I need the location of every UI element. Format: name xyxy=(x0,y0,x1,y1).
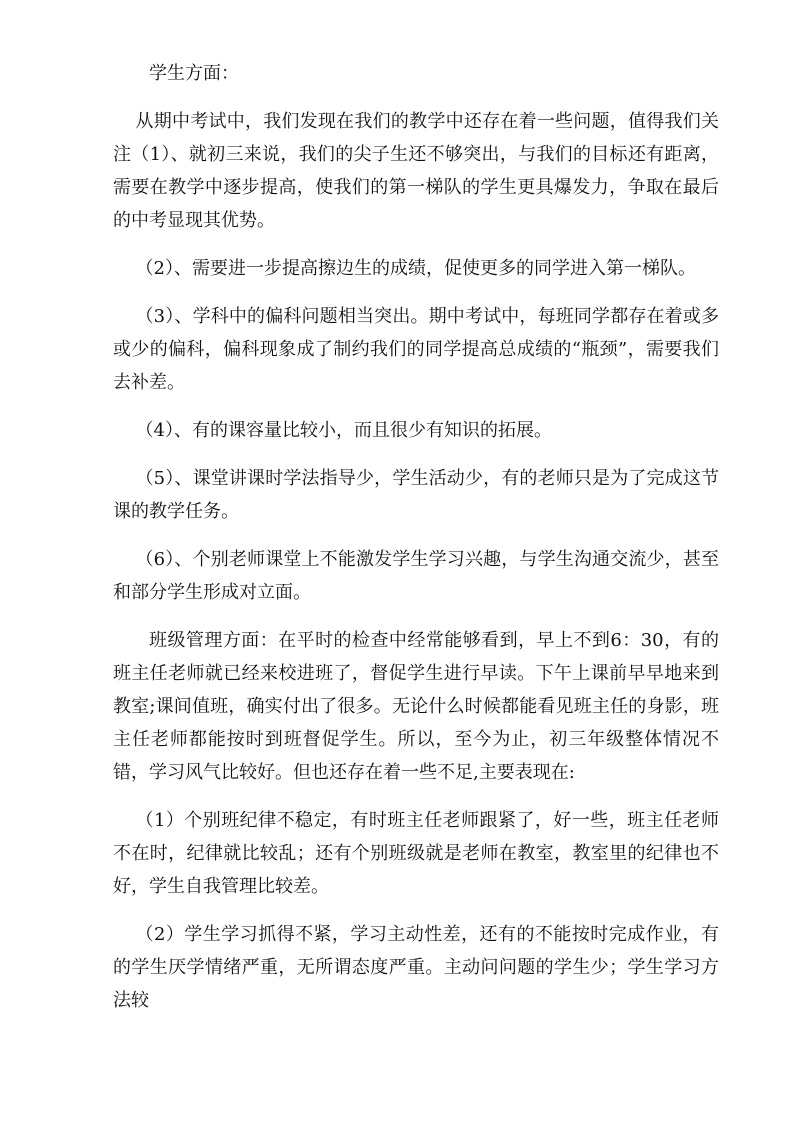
paragraph-item-3: （3）、学科中的偏科问题相当突出。期中考试中，每班同学都存在着或多或少的偏科，偏科现象成了制约我们的同学提高总成绩的“瓶颈”，需要我们去补差。 xyxy=(113,306,719,393)
paragraph-class-management: 班级管理方面：在平时的检查中经常能够看到，早上不到6：30，有的班主任老师就已经来校进班了，督促学生进行早读。下午上课前早早地来到教室;课间值班，确实付出了很多。无论什么时候都能看见班主任的身影，班主任老师都能按时到班督促学生。所以，至今为止，初三年级整体情况不错，学习风气比较好。但也还存在着一些不足,主要表现在: xyxy=(113,630,719,783)
paragraph-management-item-2: （2）学生学习抓得不紧，学习主动性差，还有的不能按时完成作业，有的学生厌学情绪严重，无所谓态度严重。主动问问题的学生少；学生学习方法较 xyxy=(113,924,719,1011)
paragraph-item-5: （5）、课堂讲课时学法指导少，学生活动少，有的老师只是为了完成这节课的教学任务。 xyxy=(113,468,719,522)
paragraph-item-2: （2）、需要进一步提高擦边生的成绩，促使更多的同学进入第一梯队。 xyxy=(135,258,696,279)
paragraph-management-item-1: （1）个别班纪律不稳定，有时班主任老师跟紧了，好一些，班主任老师不在时，纪律就比较乱；还有个别班级就是老师在教室，教室里的纪律也不好，学生自我管理比较差。 xyxy=(113,810,719,897)
section-heading-students: 学生方面： xyxy=(149,63,239,84)
paragraph-item-6: （6）、个别老师课堂上不能激发学生学习兴趣，与学生沟通交流少，甚至和部分学生形成对立面。 xyxy=(113,549,719,603)
document-body xyxy=(113,57,719,1017)
paragraph-midterm-findings: 从期中考试中，我们发现在我们的教学中还存在着一些问题，值得我们关注（1）、就初三来说，我们的尖子生还不够突出，与我们的目标还有距离，需要在教学中逐步提高，使我们的第一梯队的学生更具爆发力，争取在最后的中考显现其优势。 xyxy=(113,111,719,231)
paragraph-item-4: （4）、有的课容量比较小，而且很少有知识的拓展。 xyxy=(135,420,552,441)
